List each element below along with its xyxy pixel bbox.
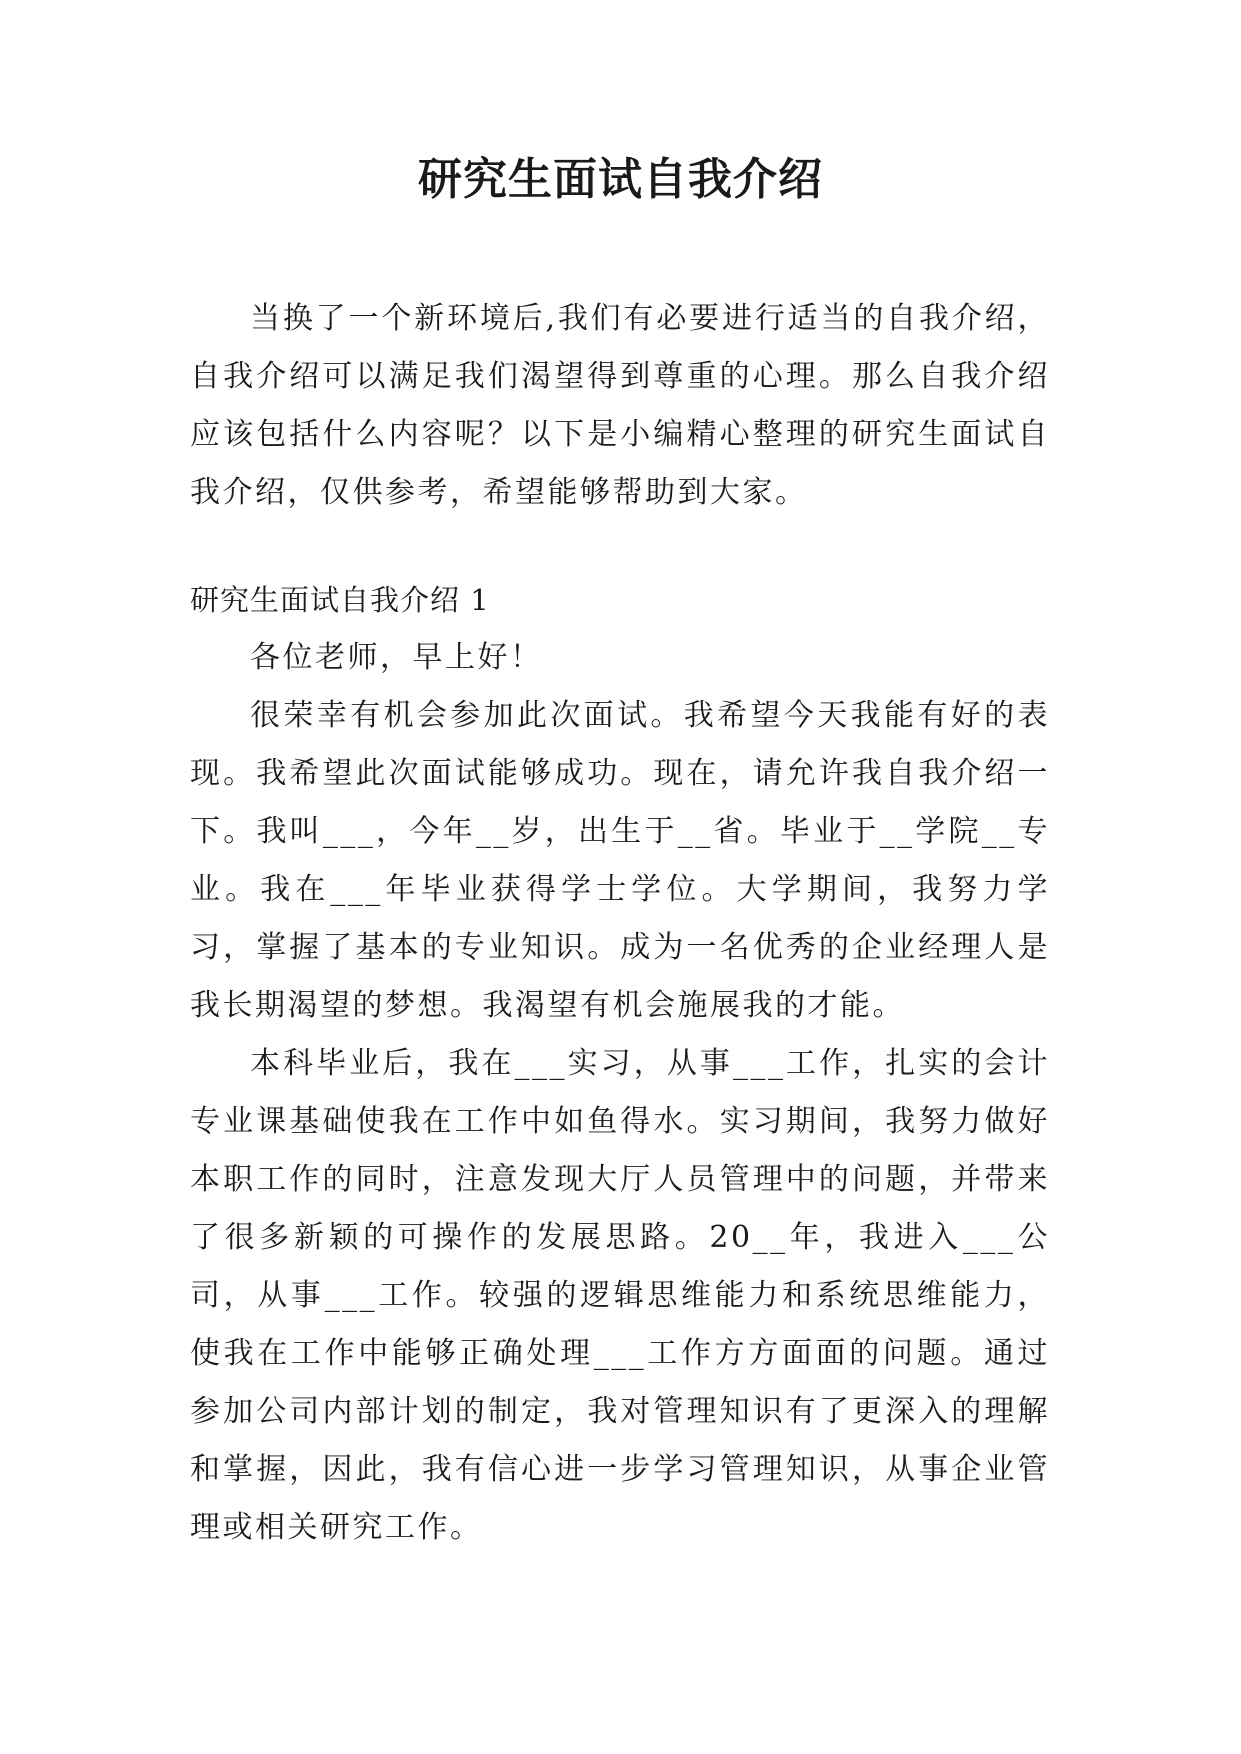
- greeting-paragraph: 各位老师，早上好！: [250, 640, 543, 675]
- intro-paragraph: 当换了一个新环境后,我们有必要进行适当的自我介绍，自我介绍可以满足我们渴望得到尊重的心理。那么自我介绍应该包括什么内容呢？以下是小编精心整理的研究生面试自我介绍，仅供参考，希望能够帮助到大家。: [190, 301, 1050, 510]
- body-paragraph: 本科毕业后，我在___实习，从事___工作，扎实的会计专业课基础使我在工作中如鱼得水。实习期间，我努力做好本职工作的同时，注意发现大厅人员管理中的问题，并带来了很多新颖的可操作的发展思路。20__年，我进入___公司，从事___工作。较强的逻辑思维能力和系统思维能力，使我在工作中能够正确处理___工作方方面面的问题。通过参加公司内部计划的制定，我对管理知识有了更深入的理解和掌握，因此，我有信心进一步学习管理知识，从事企业管理或相关研究工作。: [190, 1046, 1050, 1545]
- body-paragraph: 很荣幸有机会参加此次面试。我希望今天我能有好的表现。我希望此次面试能够成功。现在，请允许我自我介绍一下。我叫___，今年__岁，出生于__省。毕业于__学院__专业。我在___年毕业获得学士学位。大学期间，我努力学习，掌握了基本的专业知识。成为一名优秀的企业经理人是我长期渴望的梦想。我渴望有机会施展我的才能。: [190, 698, 1050, 1023]
- document-body: [190, 290, 1050, 1557]
- section-heading: 研究生面试自我介绍 1: [190, 583, 490, 617]
- document-title: 研究生面试自我介绍: [418, 154, 823, 205]
